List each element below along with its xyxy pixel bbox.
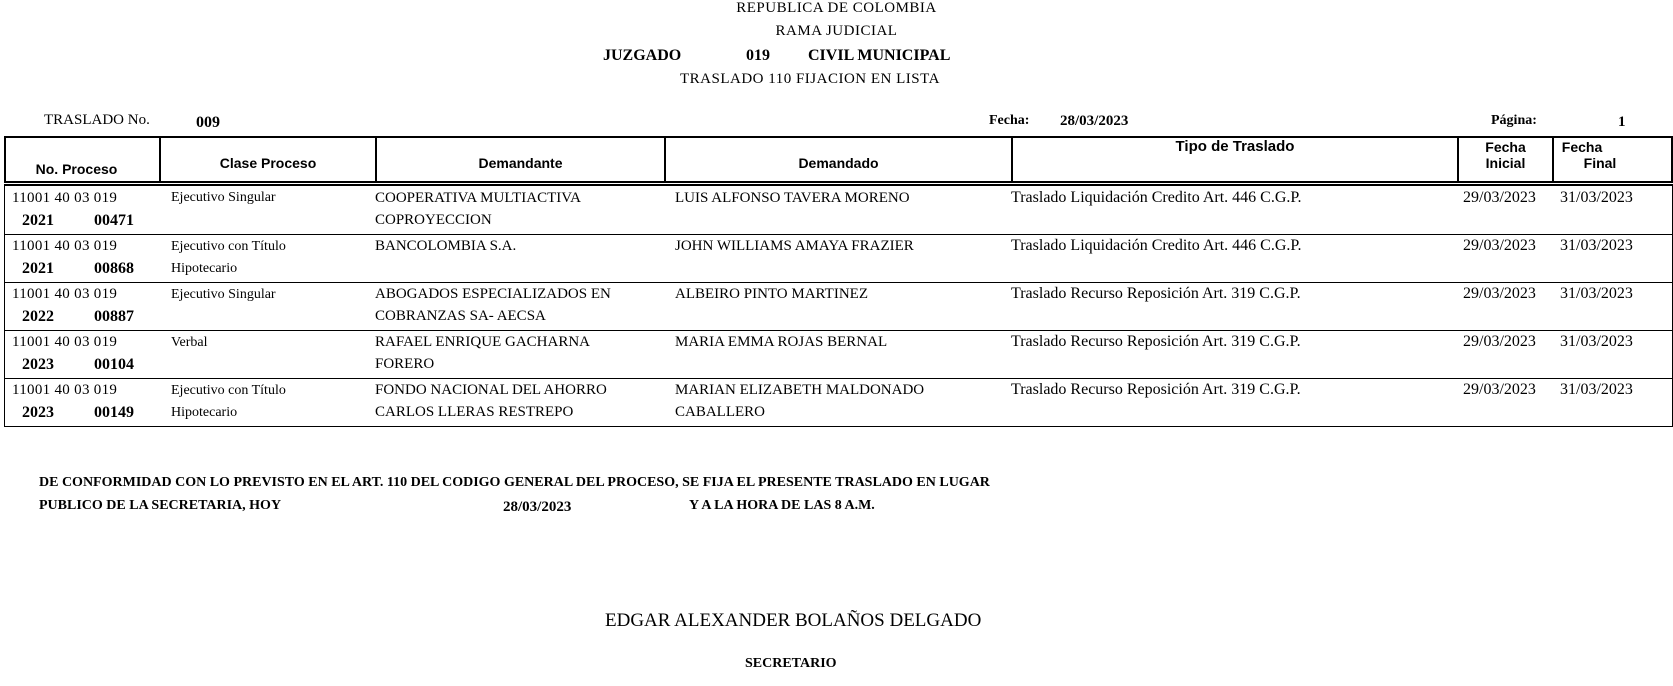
proceso-year: 2021 <box>22 212 54 229</box>
fecha-inicial: 29/03/2023 <box>1463 285 1536 302</box>
proceso-code: 11001 40 03 019 <box>12 382 118 398</box>
traslado-number-label: TRASLADO No. <box>44 112 150 128</box>
fecha-label: Fecha: <box>989 113 1030 128</box>
notice-time: Y A LA HORA DE LAS 8 A.M. <box>689 498 875 513</box>
proceso-number: 00104 <box>94 356 134 373</box>
signer-title: SECRETARIO <box>745 656 837 671</box>
demandado: JOHN WILLIAMS AMAYA FRAZIER <box>675 238 914 254</box>
fecha-final: 31/03/2023 <box>1560 333 1633 350</box>
col-header-clase-proceso: Clase Proceso <box>219 155 317 171</box>
demandante: RAFAEL ENRIQUE GACHARNA <box>375 334 590 350</box>
proceso-number: 00471 <box>94 212 134 229</box>
header-republica: REPUBLICA DE COLOMBIA <box>736 0 937 16</box>
clase-proceso: Verbal <box>171 335 208 350</box>
clase-proceso-line2: Hipotecario <box>171 405 238 420</box>
fecha-final: 31/03/2023 <box>1560 237 1633 254</box>
header-juzgado-number: 019 <box>746 47 770 64</box>
clase-proceso-line2: Hipotecario <box>171 261 238 276</box>
header-rama: RAMA JUDICIAL <box>775 23 898 39</box>
demandado: MARIA EMMA ROJAS BERNAL <box>675 334 888 350</box>
fecha-final: 31/03/2023 <box>1560 381 1633 398</box>
clase-proceso: Ejecutivo con Título <box>171 383 286 398</box>
col-header-fecha-inicial-2: Inicial <box>1485 155 1526 171</box>
demandante: COOPERATIVA MULTIACTIVA <box>375 190 582 206</box>
pagina-value: 1 <box>1618 114 1626 130</box>
tipo-traslado: Traslado Recurso Reposición Art. 319 C.G.P. <box>1011 333 1301 350</box>
header-juzgado-type: CIVIL MUNICIPAL <box>808 47 951 64</box>
col-header-no-proceso: No. Proceso <box>35 161 118 177</box>
proceso-number: 00868 <box>94 260 134 277</box>
proceso-code: 11001 40 03 019 <box>12 190 118 206</box>
demandado: LUIS ALFONSO TAVERA MORENO <box>675 190 910 206</box>
proceso-number: 00887 <box>94 308 134 325</box>
notice-line1: DE CONFORMIDAD CON LO PREVISTO EN EL ART. 110 DEL CODIGO GENERAL DEL PROCESO, SE FIJA EL PRESENTE TRASLADO EN LUGAR <box>39 475 990 490</box>
proceso-code: 11001 40 03 019 <box>12 334 118 350</box>
demandante-line2: CARLOS LLERAS RESTREPO <box>375 404 574 420</box>
fecha-inicial: 29/03/2023 <box>1463 333 1536 350</box>
tipo-traslado: Traslado Liquidación Credito Art. 446 C.G.P. <box>1011 237 1302 254</box>
demandante: FONDO NACIONAL DEL AHORRO <box>375 382 607 398</box>
fecha-inicial: 29/03/2023 <box>1463 381 1536 398</box>
demandante: BANCOLOMBIA S.A. <box>375 238 517 254</box>
proceso-year: 2023 <box>22 404 54 421</box>
col-header-demandante: Demandante <box>478 155 563 171</box>
demandado-line2: CABALLERO <box>675 404 765 420</box>
notice-date: 28/03/2023 <box>503 499 572 515</box>
header-traslado-fijacion: TRASLADO 110 FIJACION EN LISTA <box>680 71 940 87</box>
demandado: MARIAN ELIZABETH MALDONADO <box>675 382 925 398</box>
tipo-traslado: Traslado Recurso Reposición Art. 319 C.G.P. <box>1011 285 1301 302</box>
proceso-year: 2023 <box>22 356 54 373</box>
demandado: ALBEIRO PINTO MARTINEZ <box>675 286 868 302</box>
header-juzgado-label: JUZGADO <box>603 47 682 64</box>
tipo-traslado: Traslado Liquidación Credito Art. 446 C.G.P. <box>1011 189 1302 206</box>
fecha-inicial: 29/03/2023 <box>1463 237 1536 254</box>
proceso-code: 11001 40 03 019 <box>12 238 118 254</box>
col-header-fecha-final-1: Fecha <box>1561 139 1603 155</box>
fecha-value: 28/03/2023 <box>1060 113 1129 129</box>
demandante-line2: COBRANZAS SA- AECSA <box>375 308 546 324</box>
demandante-line2: FORERO <box>375 356 435 372</box>
col-header-tipo-traslado: Tipo de Traslado <box>1175 138 1295 155</box>
proceso-number: 00149 <box>94 404 134 421</box>
pagina-label: Página: <box>1491 113 1537 128</box>
signer-name: EDGAR ALEXANDER BOLAÑOS DELGADO <box>605 610 982 631</box>
traslado-number-value: 009 <box>196 114 220 131</box>
clase-proceso: Ejecutivo Singular <box>171 190 276 205</box>
fecha-final: 31/03/2023 <box>1560 189 1633 206</box>
proceso-year: 2021 <box>22 260 54 277</box>
proceso-year: 2022 <box>22 308 54 325</box>
tipo-traslado: Traslado Recurso Reposición Art. 319 C.G.P. <box>1011 381 1301 398</box>
col-header-fecha-inicial-1: Fecha <box>1485 139 1526 155</box>
demandante: ABOGADOS ESPECIALIZADOS EN <box>375 286 611 302</box>
fecha-final: 31/03/2023 <box>1560 285 1633 302</box>
clase-proceso: Ejecutivo con Título <box>171 239 286 254</box>
fecha-inicial: 29/03/2023 <box>1463 189 1536 206</box>
clase-proceso: Ejecutivo Singular <box>171 287 276 302</box>
demandante-line2: COPROYECCION <box>375 212 492 228</box>
col-header-fecha-final-2: Final <box>1583 155 1617 171</box>
col-header-demandado: Demandado <box>798 155 879 171</box>
notice-line2: PUBLICO DE LA SECRETARIA, HOY <box>39 498 282 513</box>
proceso-code: 11001 40 03 019 <box>12 286 118 302</box>
